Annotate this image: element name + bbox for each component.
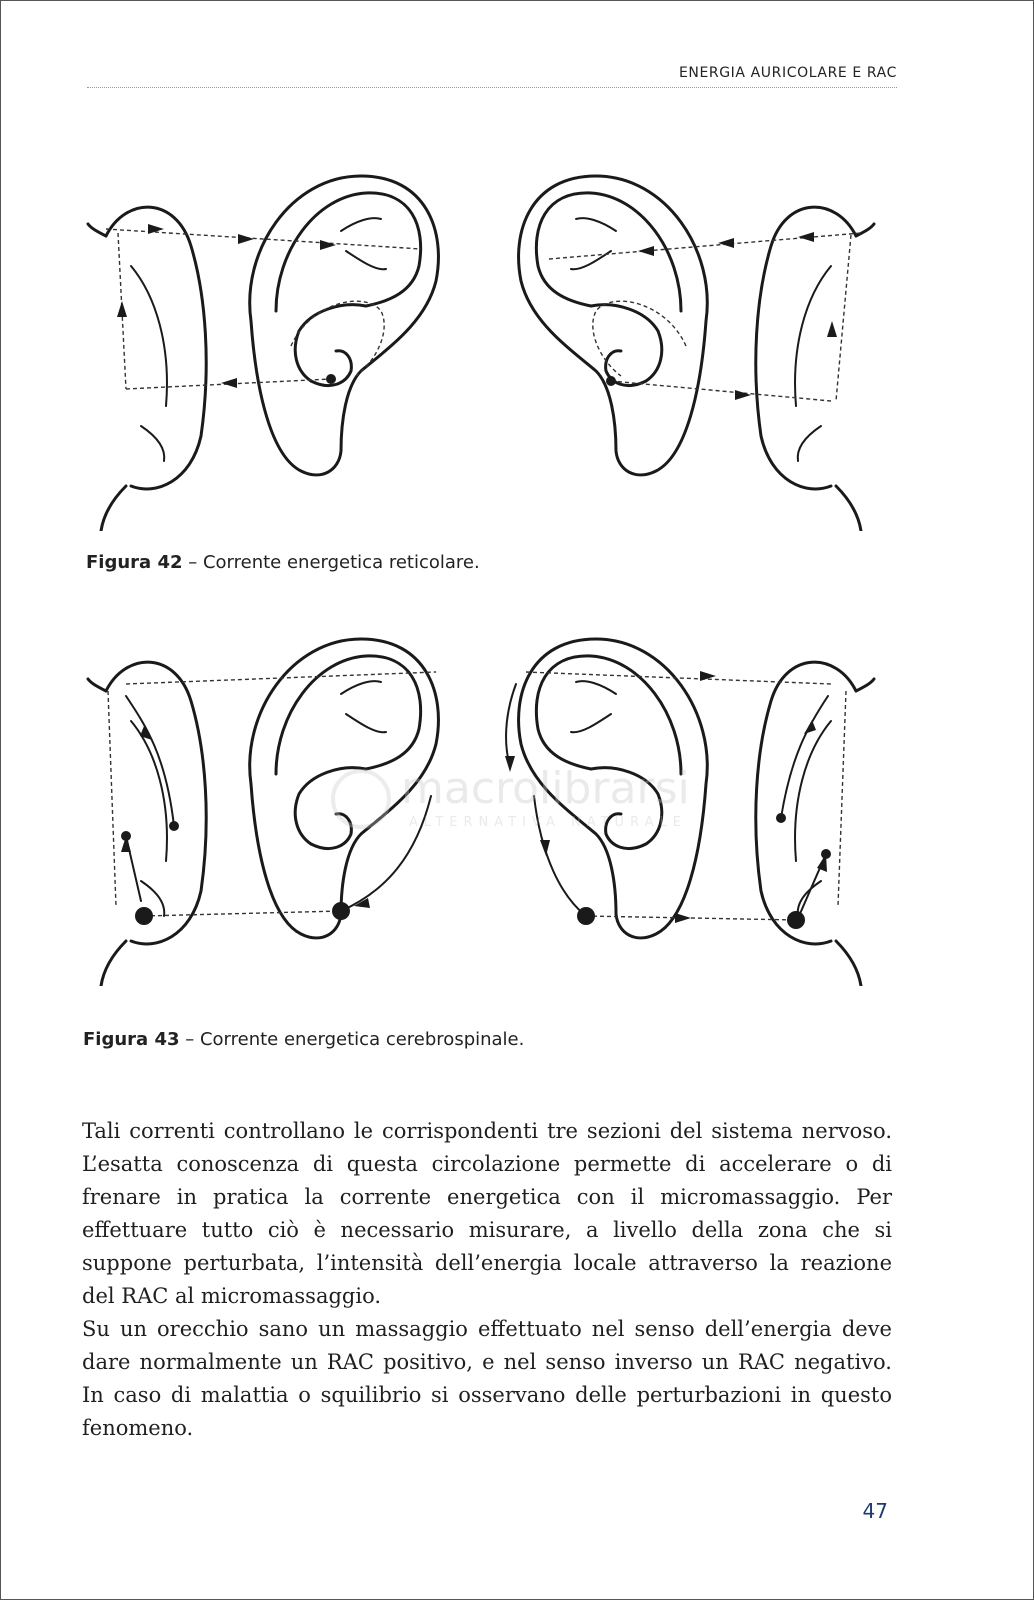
watermark-tagline: ALTERNATIVA NATURALE (409, 815, 687, 830)
body-paragraph-1: Tali correnti controllano le corrispondenti tre sezioni del sistema nervoso. L’esatta conoscenza di questa circolazione permette di accelerare o di frenare in pratica la corrente energetica con il micromassaggio. Per effettuare tutto ciò è necessario misurare, a livello della zona che si suppone perturbata, l’intensità dell’energia locale attraverso la reazione del RAC al micromassaggio. (82, 1119, 892, 1308)
watermark-brand: macrolibrarsi (401, 763, 690, 814)
figure-43-caption-text: Corrente energetica cerebrospinale. (199, 1029, 525, 1050)
figure-43-number: Figura 43 (83, 1029, 180, 1050)
figure-42-caption (86, 552, 480, 573)
body-paragraph-2: Su un orecchio sano un massaggio effettuato nel senso dell’energia deve dare normalmente un RAC positivo, e nel senso inverso un RAC negativo. In caso di malattia o squilibrio si osservano delle perturbazioni in questo fenomeno. (82, 1317, 892, 1440)
figure-42-caption-text: Corrente energetica reticolare. (202, 552, 480, 573)
running-head-title: ENERGIA AURICOLARE E RAC (678, 65, 897, 81)
figure-42-separator: – (182, 552, 203, 573)
figure-42-number: Figura 42 (86, 552, 183, 573)
figure-42-illustration (86, 171, 901, 531)
figure-43-illustration (86, 636, 901, 986)
figure-43-caption (83, 1029, 524, 1050)
body-text (82, 1115, 892, 1445)
page-number: 47 (862, 1499, 888, 1523)
figure-43-separator: – (179, 1029, 200, 1050)
running-head (87, 65, 897, 88)
